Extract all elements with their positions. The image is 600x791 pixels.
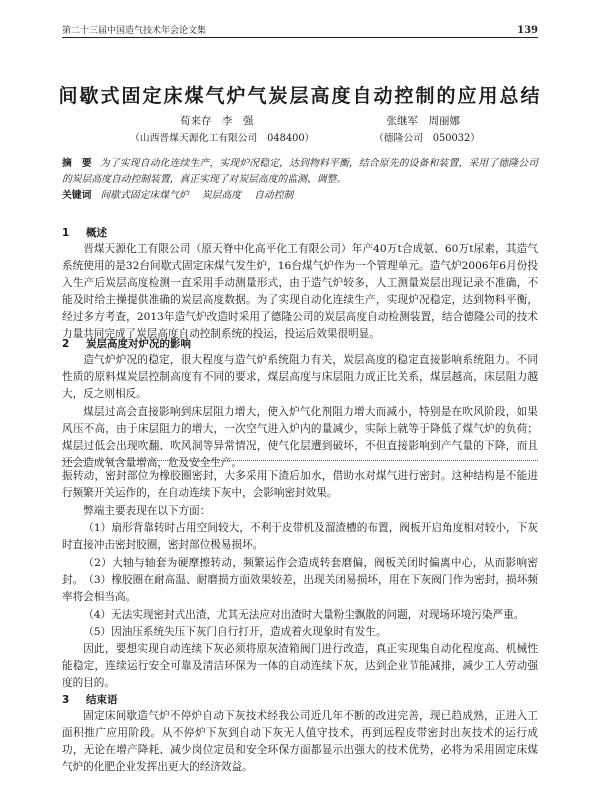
author-group-2: 张继军 周丽娜 <box>386 115 460 127</box>
list-item: （2）大轴与轴套为硬摩擦转动，频繁运作会造成转套磨偏，阀板关闭时偏离中心，从而影响密封。 <box>62 557 538 586</box>
section-1-heading <box>62 225 107 240</box>
list-item: （4）无法实现密封式出渣，尤其无法应对出渣时大量粉尘飘散的问题，对现场环境污染严重。 <box>83 609 525 621</box>
affiliation-1: （山西晋煤天源化工有限公司 048400） <box>130 133 315 144</box>
author-line <box>180 113 460 128</box>
section-number: 1 <box>62 227 70 239</box>
section-2-paragraph-2: 煤层过高会直接影响到床层阻力增大，使入炉气化剂阻力增大而减小，特别是在吹风阶段，如果风压不高，由于床层阻力的增大，一次空气进入炉内的量减少，实际上就等于降低了煤气炉的负荷；煤层过低会出现吹翻、吹风洞等异常情况，使气化层遭到破坏，不但直接影响到产气量的下降，而且还会造成氧含量增高，危及安全生产。 <box>62 406 538 469</box>
section-number: 2 <box>62 338 70 350</box>
list-item: （1）扇形背靠转时占用空间较大，不利于皮带机及溜渣槽的布置，阀板开启角度相对较小，下灰时直接冲击密封胶圈，密封部位极易损坏。 <box>62 522 538 551</box>
affiliation-2: （德隆公司 050032） <box>374 133 480 144</box>
section-title: 概述 <box>86 227 107 239</box>
section-title: 结束语 <box>86 694 118 706</box>
page-number: 139 <box>517 25 538 36</box>
continuation-paragraph-2: 弊端主要表现在以下方面： <box>83 505 211 517</box>
header-rule <box>62 37 538 38</box>
keyword: 间歇式固定床煤气炉 <box>100 190 189 201</box>
list-item: （3）橡胶圈在耐高温、耐磨损方面效果较差，出现关闭易损坏，用在下灰阀门作为密封，损坏频率将会相当高。 <box>62 574 538 603</box>
abstract-label: 摘 要 <box>62 158 92 169</box>
list-item: （5）因油压系统失压下灰门自行打开，造成着火现象时有发生。 <box>83 626 387 638</box>
keyword: 炭层高度 <box>201 190 241 201</box>
author-group-1: 荀来存 李 强 <box>180 115 254 127</box>
paper-title: 间歇式固定床煤气炉气炭层高度自动控制的应用总结 <box>58 85 542 107</box>
section-3-heading <box>62 692 118 707</box>
keywords-label: 关键词 <box>62 190 92 201</box>
continuation-paragraph-1: 振转动，密封部位为橡胶圈密封，大多采用下渣后加水，借助水对煤气进行密封。这种结构是不能进行频繁开关运作的，在自动连续下灰中，会影响密封效果。 <box>62 470 538 499</box>
section-2-paragraph-1: 造气炉炉况的稳定，很大程度与造气炉系统阻力有关，炭层高度的稳定直接影响系统阻力。不同性质的原料煤炭层控制高度有不同的要求，煤层高度与床层阻力成正比关系，煤层越高，床层阻力越大，反之则相反。 <box>62 354 538 400</box>
running-header-title: 第二十三届中国造气技术年会论文集 <box>62 26 207 36</box>
affiliation-line <box>130 130 480 144</box>
section-number: 3 <box>62 694 70 706</box>
section-title: 炭层高度对炉况的影响 <box>86 338 191 350</box>
keywords <box>62 189 538 203</box>
section-3-paragraph: 固定床间歇造气炉不停炉自动下灰技术经我公司近几年不断的改进完善，现已趋成熟，正进入工面积推广应用阶段。从不停炉下灰到自动下灰无人值守技术，再到远程皮带密封出灰技术的运行成功，无论在增产降耗、减少岗位定员和安全环保方面都显示出强大的技术优势，必将为采用固定床煤气炉的化肥企业发挥出更大的经济效益。 <box>62 710 538 773</box>
continuation-paragraph-3: 因此，要想实现自动连续下灰必须将原灰渣箱阀门进行改造，真正实现集自动化程度高、机械性能稳定，连续运行安全可靠及清洁环保为一体的自动连续下灰，达到企业节能减排，减少工人劳动强度的目的。 <box>62 643 538 689</box>
section-1-paragraph: 晋煤天源化工有限公司（原天脊中化高平化工有限公司）年产40万t合成氨、60万t尿素，其造气系统使用的是32台间歇式固定床煤气发生炉，16台煤气炉作为一个管理单元。造气炉2006年6月份投入生产后炭层高度检测一直采用手动测量形式，由于造气炉较多，人工测量炭层出现记录不准确，不能及时给主操提供准确的炭层高度数据。为了实现自动化连续生产，实现炉况稳定，达到物料平衡，经过多方考查，2013年造气炉改造时采用了德隆公司的炭层高度自动检测装置，结合德隆公司的技术力量共同完成了炭层高度自动控制系统的投运，投运后效果很明显。 <box>62 243 538 340</box>
running-header <box>62 20 538 36</box>
abstract <box>62 156 538 188</box>
column-break-rule <box>62 460 538 461</box>
abstract-text: 为了实现自动化连续生产，实现炉况稳定，达到物料平衡，结合原先的设备和装置，采用了德隆公司的炭层高度自动控制装置，真正实现了对炭层高度的监测、调整。 <box>62 158 539 185</box>
section-2-heading <box>62 336 191 351</box>
keyword: 自动控制 <box>254 190 294 201</box>
